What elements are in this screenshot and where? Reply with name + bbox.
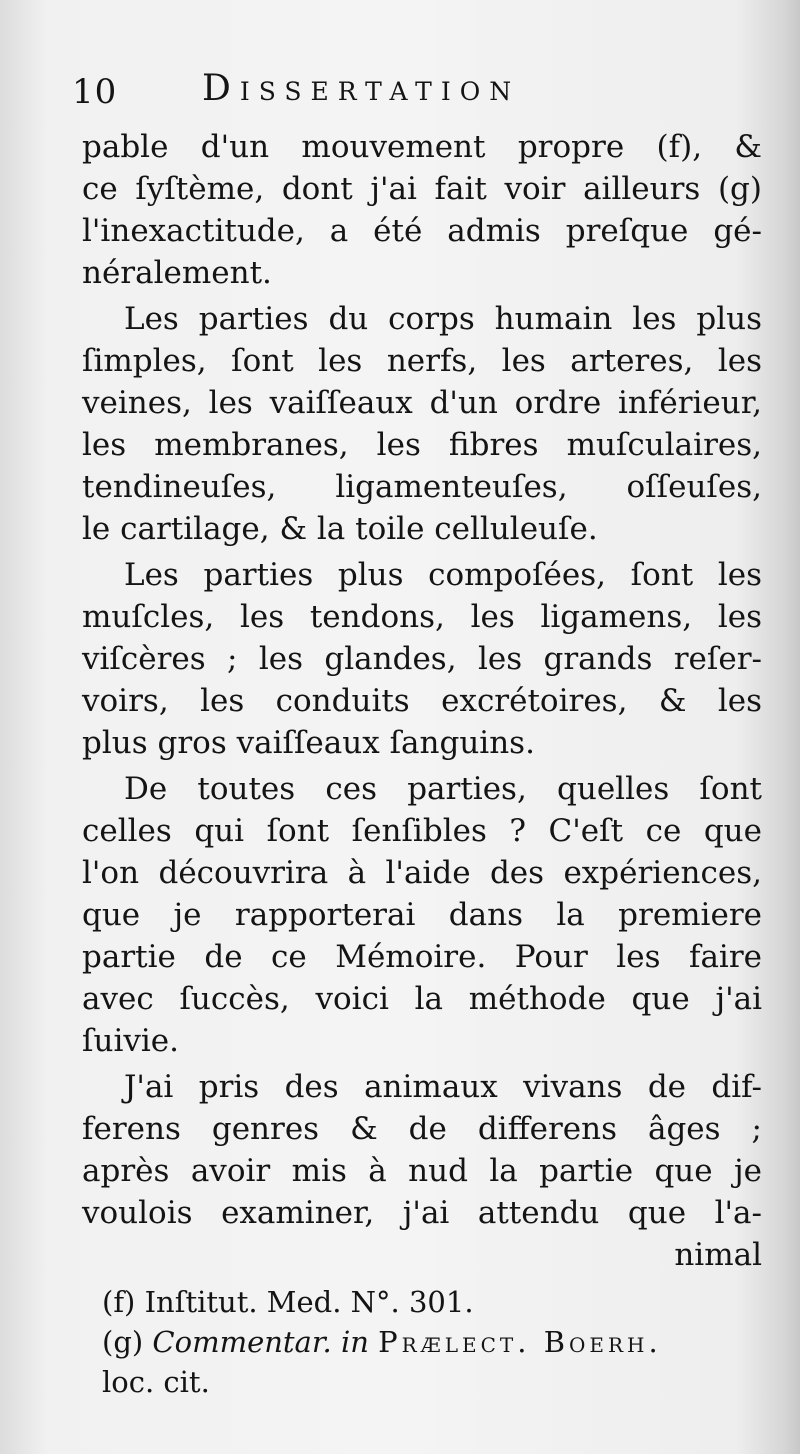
text-line: veines, les vaiſſeaux d'un ordre inférieur, [82,385,762,421]
text-line: voulois examiner, j'ai attendu que l'a- [82,1195,762,1231]
text-line: tendineuſes, ligamenteuſes, oſſeuſes, [82,469,762,505]
footnote-text: Inſtitut. Med. N°. 301. [144,1285,474,1319]
footnote-text: loc. cit. [102,1365,210,1399]
footnote-smallcaps-text: Prælect. Boerh. [378,1325,662,1359]
text-line: l'inexactitude, a été admis preſque gé- [82,213,762,249]
text-line: ſuivie. [82,1023,179,1059]
text-line: ce ſyſtème, dont j'ai fait voir ailleurs (g) [82,171,762,207]
text-line: J'ai pris des animaux vivans de dif- [124,1069,762,1105]
running-head: Dissertation [202,68,521,109]
text-line: celles qui ſont ſenſibles ? C'eſt ce que [82,813,762,849]
page-header [72,68,712,118]
text-line: viſcères ; les glandes, les grands reſer- [82,641,762,677]
footnote-g [102,1322,762,1362]
text-line: plus gros vaiſſeaux ſanguins. [82,725,535,761]
footnote-g-continued [102,1362,762,1402]
text-line: muſcles, les tendons, les ligamens, les [82,599,762,635]
text-line: Les parties plus compoſées, ſont les [124,557,762,593]
text-line: que je rapporterai dans la premiere [82,897,762,933]
page-number: 10 [72,72,118,112]
text-line: les membranes, les fibres muſculaires, [82,427,762,463]
text-line: De toutes ces parties, quelles ſont [124,771,762,807]
text-line: partie de ce Mémoire. Pour les faire [82,939,762,975]
text-line: ferens genres & de differens âges ; [82,1111,762,1147]
text-line: pable d'un mouvement propre (f), & [82,129,762,165]
footnote-f [102,1282,762,1322]
text-line: Les parties du corps humain les plus [124,301,762,337]
footnote-marker: (f) [102,1285,136,1319]
footnote-italic-text: Commentar. in [152,1325,369,1359]
text-line: l'on découvrira à l'aide des expériences, [82,855,762,891]
text-line: après avoir mis à nud la partie que je [82,1153,762,1189]
body-text [82,126,762,1276]
text-line: le cartilage, & la toile celluleuſe. [82,511,598,547]
text-line: ſimples, ſont les nerfs, les arteres, les [82,343,762,379]
text-line: avec ſuccès, voici la méthode que j'ai [82,981,762,1017]
catchword: nimal [674,1237,762,1273]
text-line: voirs, les conduits excrétoires, & les [82,683,762,719]
text-line: néralement. [82,255,272,291]
footnotes [102,1282,762,1402]
footnote-marker: (g) [102,1325,144,1359]
